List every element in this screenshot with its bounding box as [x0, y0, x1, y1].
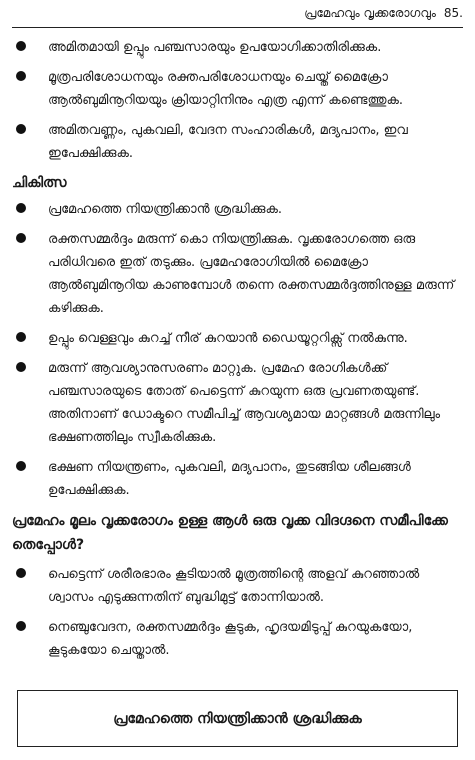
specialist-referral-list: [12, 563, 465, 662]
bullet-icon: [16, 71, 26, 81]
bullet-icon: [16, 461, 26, 471]
list-item: [12, 357, 465, 449]
list-item-text: ഭക്ഷണ നിയന്ത്രണം, പുകവലി, മദ്യപാനം, തുടങ്ങിയ ശീലങ്ങൾ ഉപേക്ഷിക്കുക.: [48, 460, 411, 498]
question-heading: പ്രമേഹം മൂലം വൃക്കരോഗം ഉള്ള ആൾ ഒരു വൃക്ക വിദഗ്ദനെ സമീപിക്കേ തെപ്പോൾ?: [12, 513, 448, 553]
bullet-icon: [16, 621, 26, 631]
running-header: [304, 6, 463, 21]
callout-box: [17, 690, 458, 747]
bullet-icon: [16, 233, 26, 243]
header-divider: [12, 27, 463, 28]
list-item-text: പ്രമേഹത്തെ നിയന്ത്രിക്കാൻ ശ്രദ്ധിക്കുക.: [48, 202, 283, 217]
list-item: [12, 66, 465, 112]
bullet-icon: [16, 332, 26, 342]
list-item-text: മരുന്ന് ആവശ്യാനുസരണം മാറ്റുക. പ്രമേഹ രോഗികൾക്ക് പഞ്ചസാരയുടെ തോത് പെട്ടെന്ന് കുറയുന്ന ഒരു പ്രവണതയുണ്ട്. അതിനാണ് ഡോക്ടറെ സമീപിച്ച് ആവശ്യമായ മാറ്റങ്ങൾ മരുന്നിലും ഭക്ഷണത്തിലും സ്വീകരിക്കുക.: [48, 361, 441, 445]
list-item-text: മൂത്രപരിശോധനയും രക്തപരിശോധനയും ചെയ്ത് മൈക്രോ ആൽബുമിനൂറിയയും ക്രിയാറ്റിനിനും എത്ര എന്ന് കണ്ടെത്തുക.: [48, 70, 404, 108]
list-item: [12, 119, 465, 165]
list-item: [12, 563, 465, 609]
section-heading-treatment: ചികിത്സ: [12, 175, 67, 191]
precautions-list: [12, 36, 465, 165]
list-item-text: അമിതവണ്ണം, പുകവലി, വേദന സംഹാരികൾ, മദ്യപാനം, ഇവ ഇപേക്ഷിക്കുക.: [48, 123, 408, 161]
bullet-icon: [16, 41, 26, 51]
bullet-icon: [16, 568, 26, 578]
list-item: [12, 228, 465, 320]
list-item-text: അമിതമായി ഉപ്പും പഞ്ചസാരയും ഉപയോഗിക്കാതിരിക്കുക.: [48, 40, 382, 55]
bullet-icon: [16, 362, 26, 372]
list-item-text: ഉപ്പും വെള്ളവും കുറച്ച് നീര് കുറയാൻ ഡൈയൂറ്ററിക്സ് നൽകുന്നു.: [48, 331, 408, 346]
page-number: 85.: [443, 6, 463, 20]
bullet-icon: [16, 124, 26, 134]
list-item: [12, 616, 465, 662]
bullet-icon: [16, 203, 26, 213]
list-item-text: നെഞ്ചുവേദന, രക്തസമ്മർദ്ദം കൂടുക, ഹൃദയമിടുപ്പ് കുറയുകയോ, കൂടുകയോ ചെയ്താൽ.: [48, 620, 413, 658]
list-item: [12, 36, 465, 59]
page-content: [12, 36, 465, 669]
list-item-text: രക്തസമ്മർദ്ദം മരുന്ന് കൊ നിയന്ത്രിക്കുക. വൃക്കരോഗത്തെ ഒരു പരിധിവരെ ഇത് തടുക്കും. പ്രമേഹരോഗിയിൽ മൈക്രോ ആൽബുമിനൂറിയ കാണുമ്പോൾ തന്നെ രക്തസമ്മർദ്ദത്തിനുള്ള മരുന്ന് കഴിക്കുക.: [48, 232, 455, 316]
header-title: പ്രമേഹവും വൃക്കരോഗവും: [304, 6, 436, 20]
treatment-list: [12, 198, 465, 502]
list-item: [12, 327, 465, 350]
list-item-text: പെട്ടെന്ന് ശരീരഭാരം കൂടിയാൽ മൂത്രത്തിന്റെ അളവ് കുറഞ്ഞാൽ ശ്വാസം എടുക്കുന്നതിന് ബുദ്ധിമുട്ട് തോന്നിയാൽ.: [48, 567, 420, 605]
callout-text: പ്രമേഹത്തെ നിയന്ത്രിക്കാൻ ശ്രദ്ധിക്കുക: [113, 710, 362, 727]
list-item: [12, 456, 465, 502]
list-item: [12, 198, 465, 221]
